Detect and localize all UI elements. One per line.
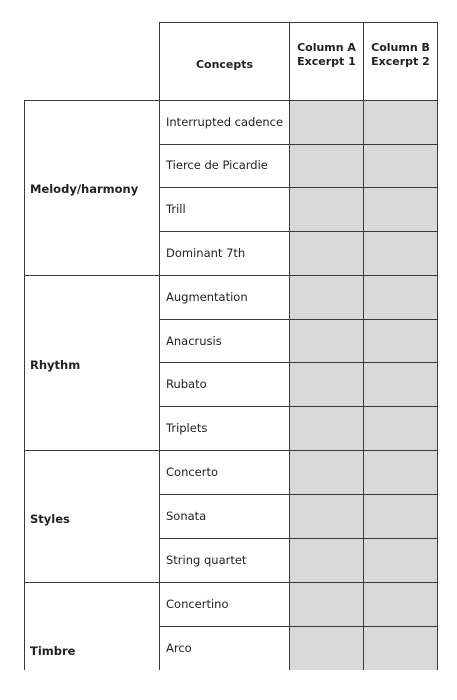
header-col-a-rule [289,22,290,670]
concept-sonata: Sonata [166,509,207,523]
column-b-header-line1: Column B [371,40,430,54]
category-label-rhythm: Rhythm [30,358,81,372]
concept-interrupted-cadence: Interrupted cadence [166,115,284,129]
column-b-answer-area [364,100,437,670]
column-b-header-line2: Excerpt 2 [371,54,430,68]
table-right-rule [437,22,438,670]
concept-augmentation: Augmentation [166,290,248,304]
concept-string-quartet: String quartet [166,553,247,567]
row-separator [159,494,438,495]
header-col-b-rule [363,22,364,670]
header-bottom-rule [24,100,438,101]
category-separator [24,582,438,583]
concepts-column-header [160,23,289,100]
concept-dominant-7th: Dominant 7th [166,246,246,260]
category-label-melody-harmony: Melody/harmony [30,182,139,196]
concept-trill: Trill [166,202,186,216]
concept-anacrusis: Anacrusis [166,334,222,348]
row-separator [159,362,438,363]
row-separator [159,231,438,232]
concept-rubato: Rubato [166,377,207,391]
column-a-header [290,23,363,100]
column-a-answer-area [290,100,363,670]
concept-concertino: Concertino [166,597,229,611]
row-separator [159,319,438,320]
concept-left-rule [159,100,160,670]
category-left-rule [24,100,25,670]
row-separator [159,538,438,539]
row-separator [159,144,438,145]
column-b-header [364,23,437,100]
category-label-timbre: Timbre [30,644,76,658]
column-a-header-line2: Excerpt 1 [297,54,356,68]
row-separator [159,406,438,407]
category-separator [24,450,438,451]
concepts-header-label: Concepts [195,57,254,71]
concept-arco: Arco [166,641,192,655]
concept-tierce-de-picardie: Tierce de Picardie [166,158,268,172]
category-separator [24,275,438,276]
row-separator [159,187,438,188]
concept-triplets: Triplets [166,421,208,435]
row-separator [159,626,438,627]
concept-concerto: Concerto [166,465,219,479]
column-a-header-line1: Column A [297,40,356,54]
category-label-styles: Styles [30,512,70,526]
